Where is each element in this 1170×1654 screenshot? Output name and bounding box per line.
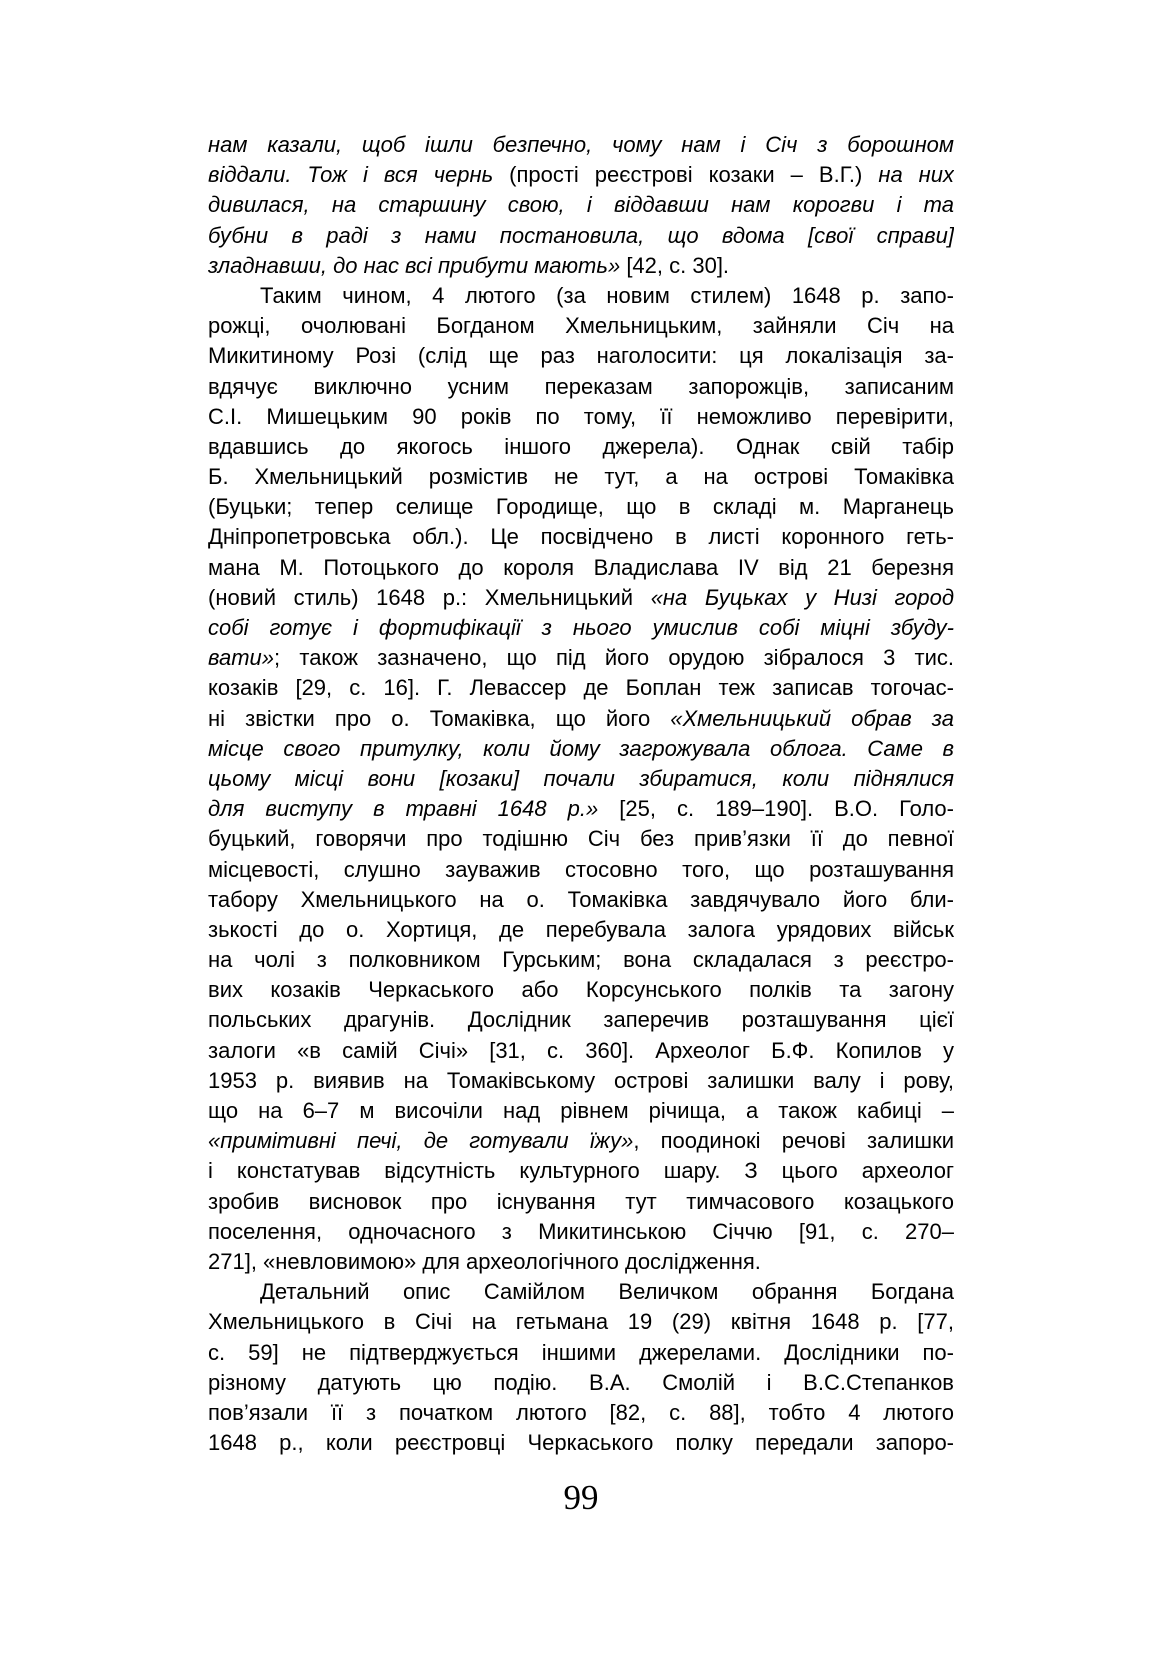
text-line: [208, 1368, 954, 1398]
text-line: [208, 613, 954, 643]
text-line: [208, 341, 954, 371]
italic-text-segment: «примітивні печі, де готували їжу»: [208, 1128, 634, 1154]
text-line: [208, 975, 954, 1005]
text-line: [208, 794, 954, 824]
text-line: [208, 432, 954, 462]
text-line: [208, 1277, 954, 1307]
text-segment: ; також зазначено, що під його орудою зібралося 3 тис.: [274, 645, 954, 671]
text-segment: Детальний опис Самійлом Величком обрання Богдана: [260, 1279, 954, 1305]
text-line: [208, 1156, 954, 1186]
text-line: [208, 190, 954, 220]
text-line: [208, 221, 954, 251]
text-line: [208, 643, 954, 673]
italic-text-segment: нам казали, щоб ішли безпечно, чому нам і Січ з борошном: [208, 132, 954, 157]
text-segment: (Буцьки; тепер селище Городище, що в складі м. Марганець: [208, 494, 954, 520]
text-line: [208, 130, 954, 160]
text-line: [208, 1398, 954, 1428]
text-segment: козаків [29, с. 16]. Г. Левассер де Боплан теж записав тогочас-: [208, 675, 954, 701]
italic-text-segment: вати»: [208, 645, 275, 671]
text-segment: 1648 р., коли реєстровці Черкаського полку передали запоро-: [208, 1430, 954, 1456]
text-segment: польських драгунів. Дослідник заперечив розташування цієї: [208, 1007, 954, 1033]
text-line: [208, 885, 954, 915]
text-segment: на чолі з полковником Гурським; вона складалася з реєстро-: [208, 947, 954, 973]
text-segment: і констатував відсутність культурного шару. З цього археолог: [208, 1158, 954, 1184]
text-line: [208, 1307, 954, 1337]
text-segment: мана М. Потоцького до короля Владислава IV від 21 березня: [208, 554, 954, 580]
text-line: [208, 824, 954, 854]
text-line: [208, 1005, 954, 1035]
text-line: [208, 1036, 954, 1066]
text-segment: Микитиному Розі (слід ще раз наголосити: ця локалізація за-: [208, 343, 954, 369]
text-segment: [25, с. 189–190]. В.О. Голо-: [598, 796, 954, 822]
text-line: [208, 855, 954, 885]
text-segment: поселення, одночасного з Микитинською Січчю [91, с. 270–: [208, 1218, 954, 1244]
text-line: [208, 1247, 954, 1277]
italic-text-segment: «Хмельницький обрав за: [670, 705, 954, 731]
text-segment: що на 6–7 м височіли над рівнем річища, а також кабиці –: [208, 1098, 954, 1123]
italic-text-segment: віддали. Тож і вся чернь: [208, 162, 510, 188]
text-line: [208, 1217, 954, 1247]
text-segment: Б. Хмельницький розмістив не тут, а на острові Томаківка: [208, 464, 954, 490]
text-segment: Хмельницького в Січі на гетьмана 19 (29) квітня 1648 р. [77,: [208, 1309, 954, 1335]
text-line: [208, 1338, 954, 1368]
text-line: [208, 673, 954, 703]
text-line: [208, 402, 954, 432]
italic-text-segment: дивилася, на старшину свою, і віддавши нам корогви і та: [208, 192, 954, 218]
text-segment: місцевості, слушно зауважив стосовно того, що розташування: [208, 856, 954, 882]
text-line: [208, 1066, 954, 1096]
italic-text-segment: для виступу в травні 1648 р.»: [208, 796, 599, 822]
text-segment: (новий стиль) 1648 р.: Хмельницький: [208, 584, 651, 610]
italic-text-segment: місце свого притулку, коли йому загрожувала облога. Саме в: [208, 735, 954, 761]
text-line: [208, 492, 954, 522]
text-segment: зькості до о. Хортиця, де перебувала залога урядових військ: [208, 916, 954, 942]
text-segment: вдячує виключно усним переказам запорожців, записаним: [208, 373, 954, 399]
italic-text-segment: цьому місці вони [козаки] почали збиратися, коли піднялися: [208, 765, 954, 791]
text-segment: вих козаків Черкаського або Корсунського полків та загону: [208, 977, 954, 1003]
text-segment: Таким чином, 4 лютого (за новим стилем) 1648 р. запо-: [260, 282, 954, 308]
text-line: [208, 251, 954, 281]
text-block: [208, 130, 954, 1458]
page-number: 99: [563, 1478, 599, 1517]
text-line: [208, 462, 954, 492]
text-line: [208, 1428, 954, 1458]
paragraph: [208, 1277, 954, 1458]
text-segment: рожці, очолювані Богданом Хмельницьким, зайняли Січ на: [208, 313, 954, 339]
text-line: [208, 945, 954, 975]
text-segment: , поодинокі речові залишки: [633, 1128, 954, 1154]
text-line: [208, 372, 954, 402]
text-line: [208, 1096, 954, 1126]
text-line: [208, 160, 954, 190]
italic-text-segment: на них: [878, 162, 954, 188]
text-line: [208, 734, 954, 764]
text-line: [208, 1126, 954, 1156]
text-segment: залоги «в самій Січі» [31, с. 360]. Археолог Б.Ф. Копилов у: [208, 1037, 954, 1063]
text-segment: різному датують цю подію. В.А. Смолій і В.С.Степанков: [208, 1369, 954, 1395]
italic-text-segment: бубни в раді з нами постановила, що вдома [свої справи]: [208, 222, 954, 248]
italic-text-segment: зладнавши, до нас всі прибути мають»: [208, 252, 627, 278]
text-segment: 271], «невловимою» для археологічного дослідження.: [208, 1248, 761, 1274]
text-segment: 1953 р. виявив на Томаківському острові залишки валу і рову,: [208, 1067, 954, 1093]
paragraph: [208, 130, 954, 281]
text-line: [208, 281, 954, 311]
text-segment: табору Хмельницького на о. Томаківка завдячувало його бли-: [208, 886, 954, 912]
text-line: [208, 1187, 954, 1217]
text-line: [208, 553, 954, 583]
text-segment: зробив висновок про існування тут тимчасового козацького: [208, 1188, 954, 1214]
text-segment: ні звістки про о. Томаківка, що його: [208, 705, 671, 731]
text-segment: буцький, говорячи про тодішню Січ без прив’язки її до певної: [208, 826, 954, 852]
text-segment: вдавшись до якогось іншого джерела). Однак свій табір: [208, 433, 954, 459]
text-line: [208, 311, 954, 341]
text-line: [208, 704, 954, 734]
italic-text-segment: «на Буцьках у Низі город: [650, 584, 954, 610]
text-segment: пов’язали її з початком лютого [82, с. 88], тобто 4 лютого: [208, 1399, 954, 1425]
text-segment: Дніпропетровська обл.). Це посвідчено в листі коронного геть-: [208, 524, 954, 550]
paragraph: [208, 281, 954, 1277]
text-segment: [42, с. 30].: [626, 252, 730, 278]
italic-text-segment: собі готує і фортифікації з нього умислив собі міцні збуду-: [208, 615, 954, 640]
text-segment: с. 59] не підтверджується іншими джерелами. Дослідники по-: [208, 1339, 954, 1365]
text-line: [208, 915, 954, 945]
text-line: [208, 583, 954, 613]
text-segment: (прості реєстрові козаки – В.Г.): [509, 162, 879, 188]
text-line: [208, 764, 954, 794]
text-line: [208, 522, 954, 552]
text-segment: С.І. Мишецьким 90 років по тому, її неможливо перевірити,: [208, 403, 954, 429]
